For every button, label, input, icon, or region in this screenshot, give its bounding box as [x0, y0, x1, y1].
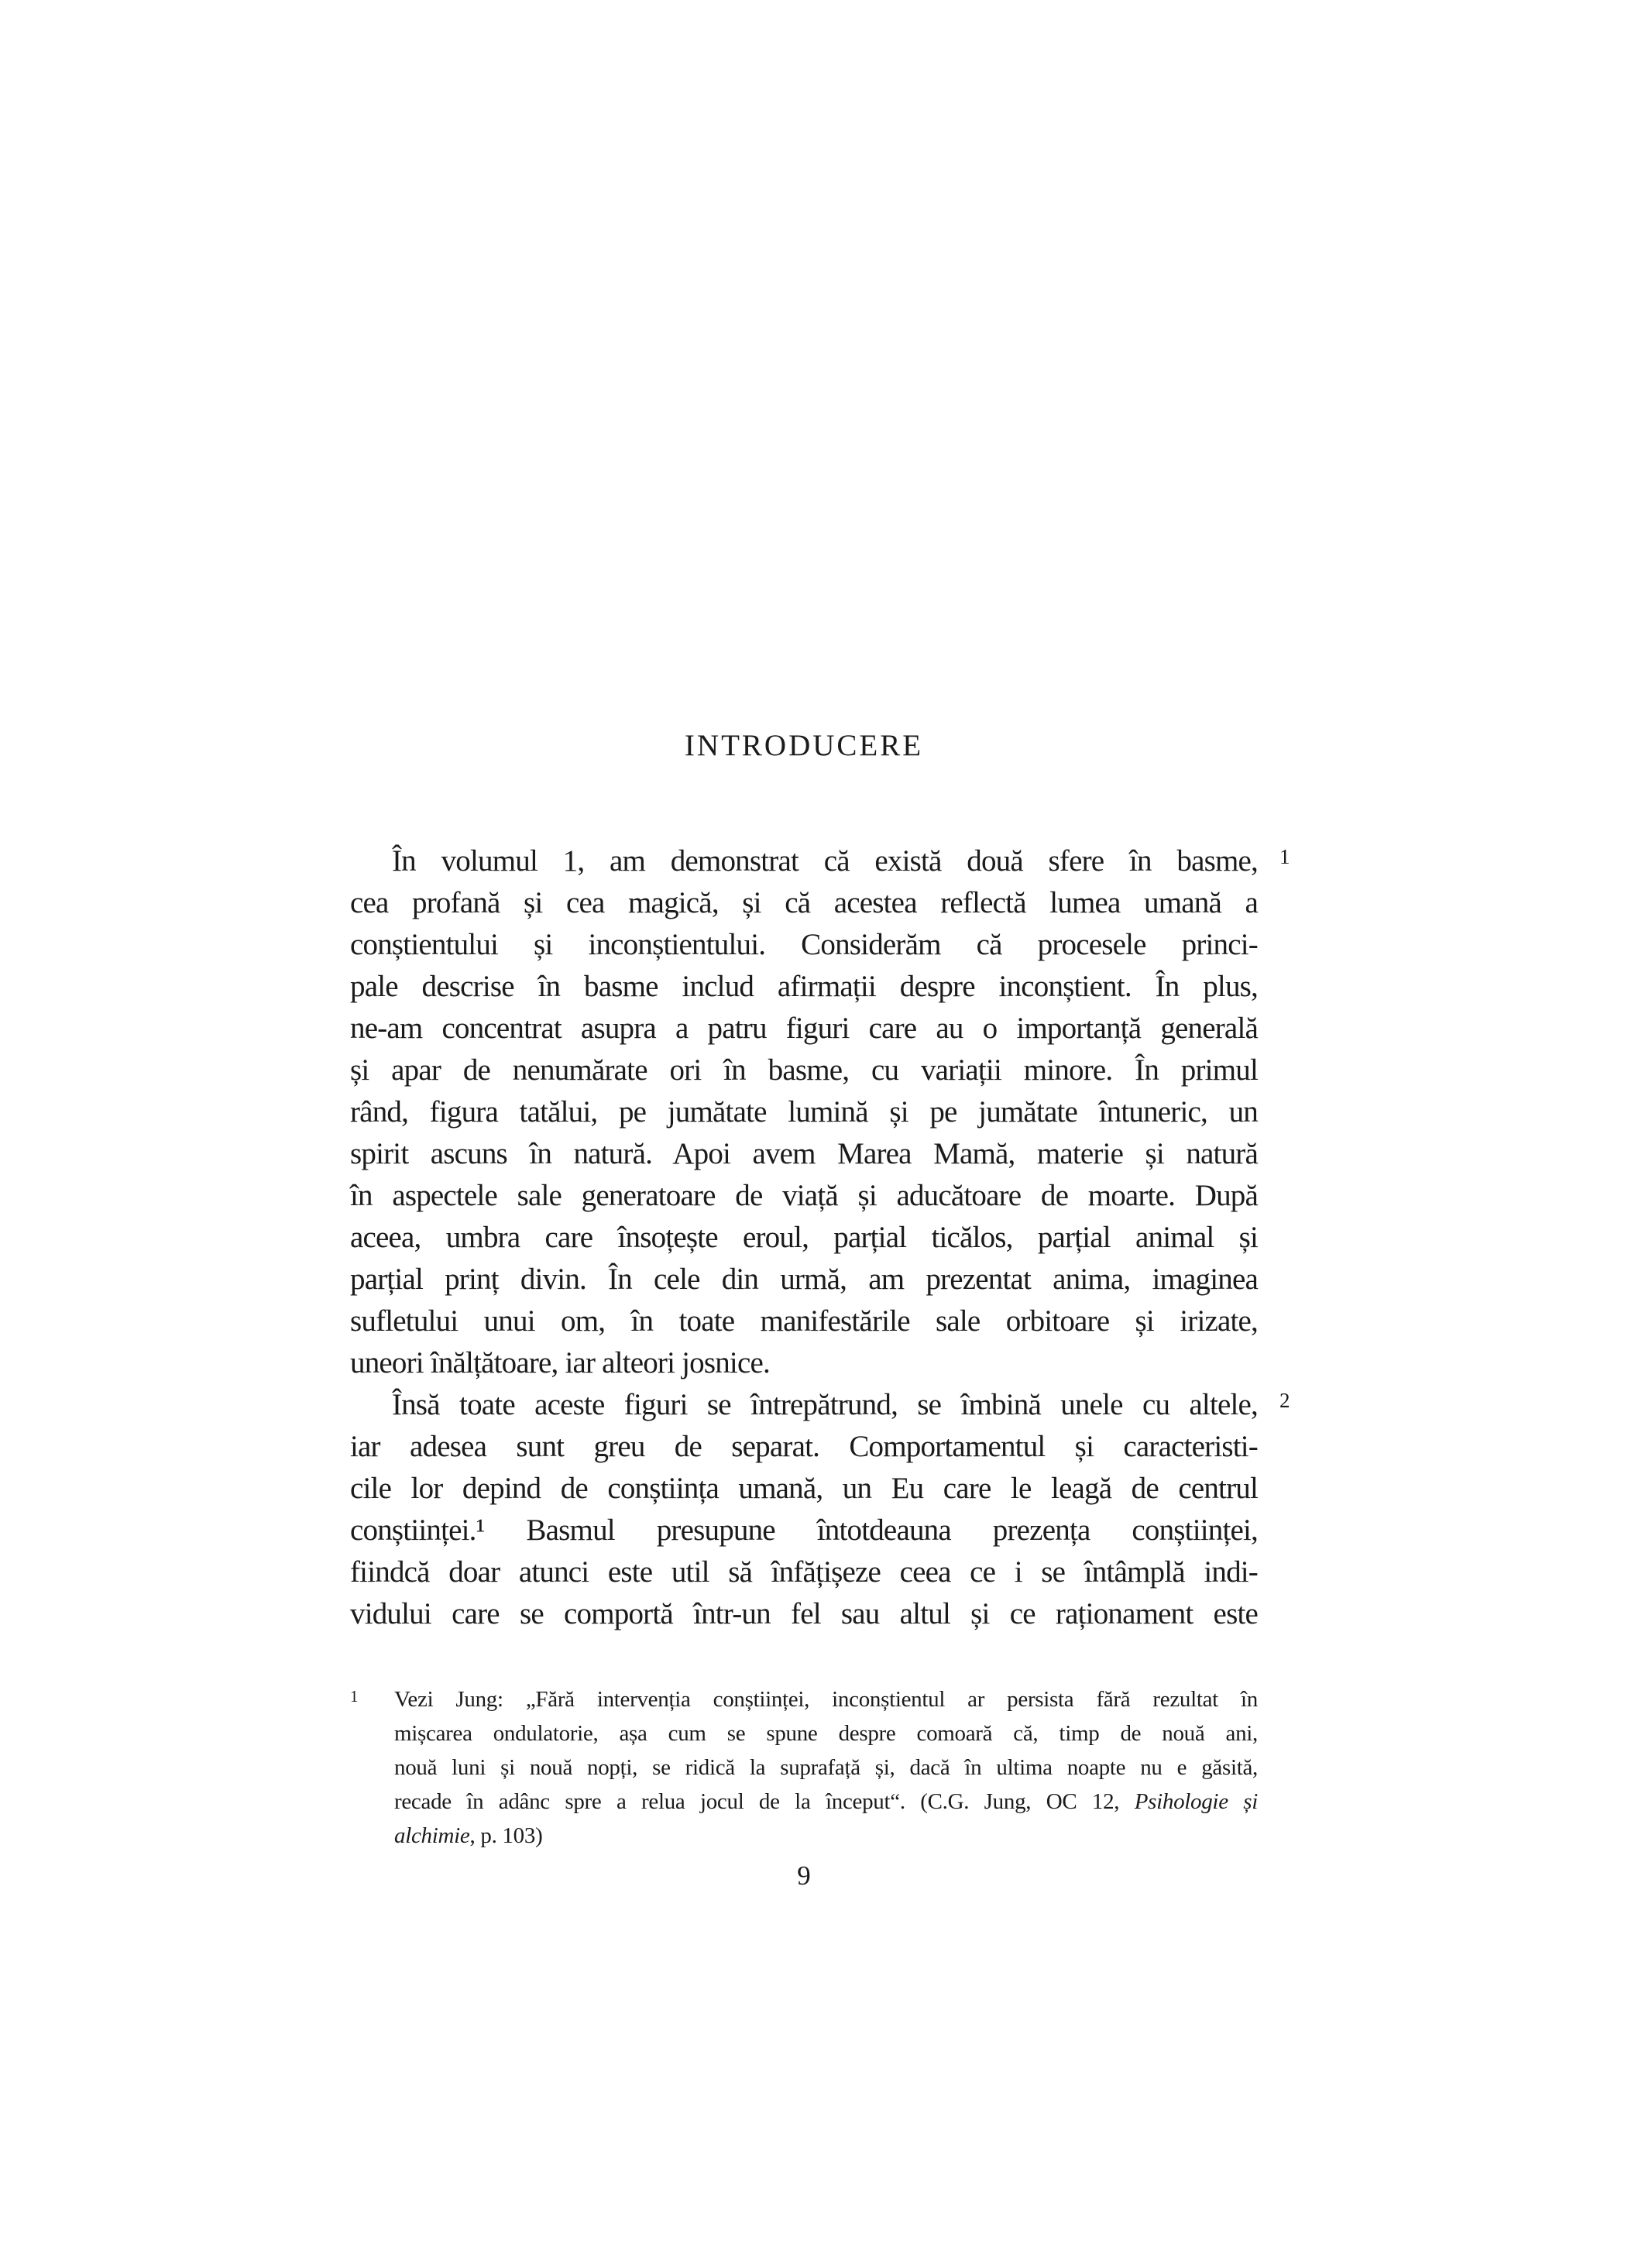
text-line: sufletului unui om, în toate manifestările sale orbitoare și irizate,: [350, 1304, 1258, 1338]
text-line: rând, figura tatălui, pe jumătate lumină și pe jumătate întuneric, un: [350, 1095, 1258, 1129]
text-line: recade în adânc spre a relua jocul de la început“. (C.G. Jung, OC 12, Psihologie și: [394, 1789, 1258, 1814]
text-line: parțial prinț divin. În cele din urmă, am prezentat anima, imaginea: [350, 1263, 1258, 1296]
text-line: vidului care se comportă într-un fel sau altul și ce raționament este: [350, 1597, 1258, 1630]
text-line: ne-am concentrat asupra a patru figuri care au o importanță generală: [350, 1012, 1258, 1045]
text-line: alchimie, p. 103): [394, 1823, 543, 1848]
text-line: cile lor depind de conștiința umană, un Eu care le leagă de centrul: [350, 1472, 1258, 1505]
text-line: pale descrise în basme includ afirmații despre inconștient. În plus,: [350, 970, 1258, 1003]
text-line: spirit ascuns în natură. Apoi avem Marea Mamă, materie și natură: [350, 1137, 1258, 1170]
margin-paragraph-number: 1: [1279, 845, 1290, 868]
text-line: și apar de nenumărate ori în basme, cu variații minore. În primul: [350, 1053, 1258, 1087]
body-text-column: [350, 840, 1290, 1635]
footnote: [350, 1682, 1258, 1853]
chapter-title: INTRODUCERE: [684, 729, 924, 762]
text-line: fiindcă doar atunci este util să înfățișeze ceea ce i se întâmplă indi-: [350, 1555, 1258, 1589]
italic-citation: Psihologie și: [1134, 1789, 1258, 1814]
text-line: Vezi Jung: „Fără intervenția conștiinței, inconștientul ar persista fără rezultat în: [394, 1687, 1258, 1712]
text-line: Însă toate aceste figuri se întrepătrund, se îmbină unele cu altele,: [392, 1388, 1258, 1421]
text-line: nouă luni și nouă nopți, se ridică la suprafață și, dacă în ultima noapte nu e găsită,: [394, 1755, 1258, 1780]
margin-paragraph-number: 2: [1279, 1389, 1290, 1412]
text-line: aceea, umbra care însoțește eroul, parțial ticălos, parțial animal și: [350, 1221, 1258, 1254]
text-line: conștientului și inconștientului. Considerăm că procesele princi-: [350, 928, 1258, 961]
footnote-marker: 1: [350, 1687, 359, 1706]
text-line: cea profană și cea magică, și că acestea reflectă lumea umană a: [350, 886, 1258, 919]
paragraph: [350, 840, 1290, 1384]
text-line: uneori înălțătoare, iar alteori josnice.: [350, 1346, 770, 1379]
text-line: În volumul 1, am demonstrat că există două sfere în basme,: [392, 844, 1258, 878]
page-number: 9: [797, 1860, 811, 1891]
text-line: mișcarea ondulatorie, așa cum se spune despre comoară că, timp de nouă ani,: [394, 1721, 1258, 1746]
paragraph: [350, 1384, 1290, 1635]
text-line: în aspectele sale generatoare de viață și aducătoare de moarte. După: [350, 1179, 1258, 1212]
footnote-body: [350, 1682, 1258, 1853]
text-line: conștiinței.¹ Basmul presupune întotdeauna prezența conștiinței,: [350, 1513, 1258, 1547]
text-line: iar adesea sunt greu de separat. Comportamentul și caracteristi-: [350, 1430, 1258, 1463]
italic-citation: alchimie: [394, 1823, 470, 1848]
